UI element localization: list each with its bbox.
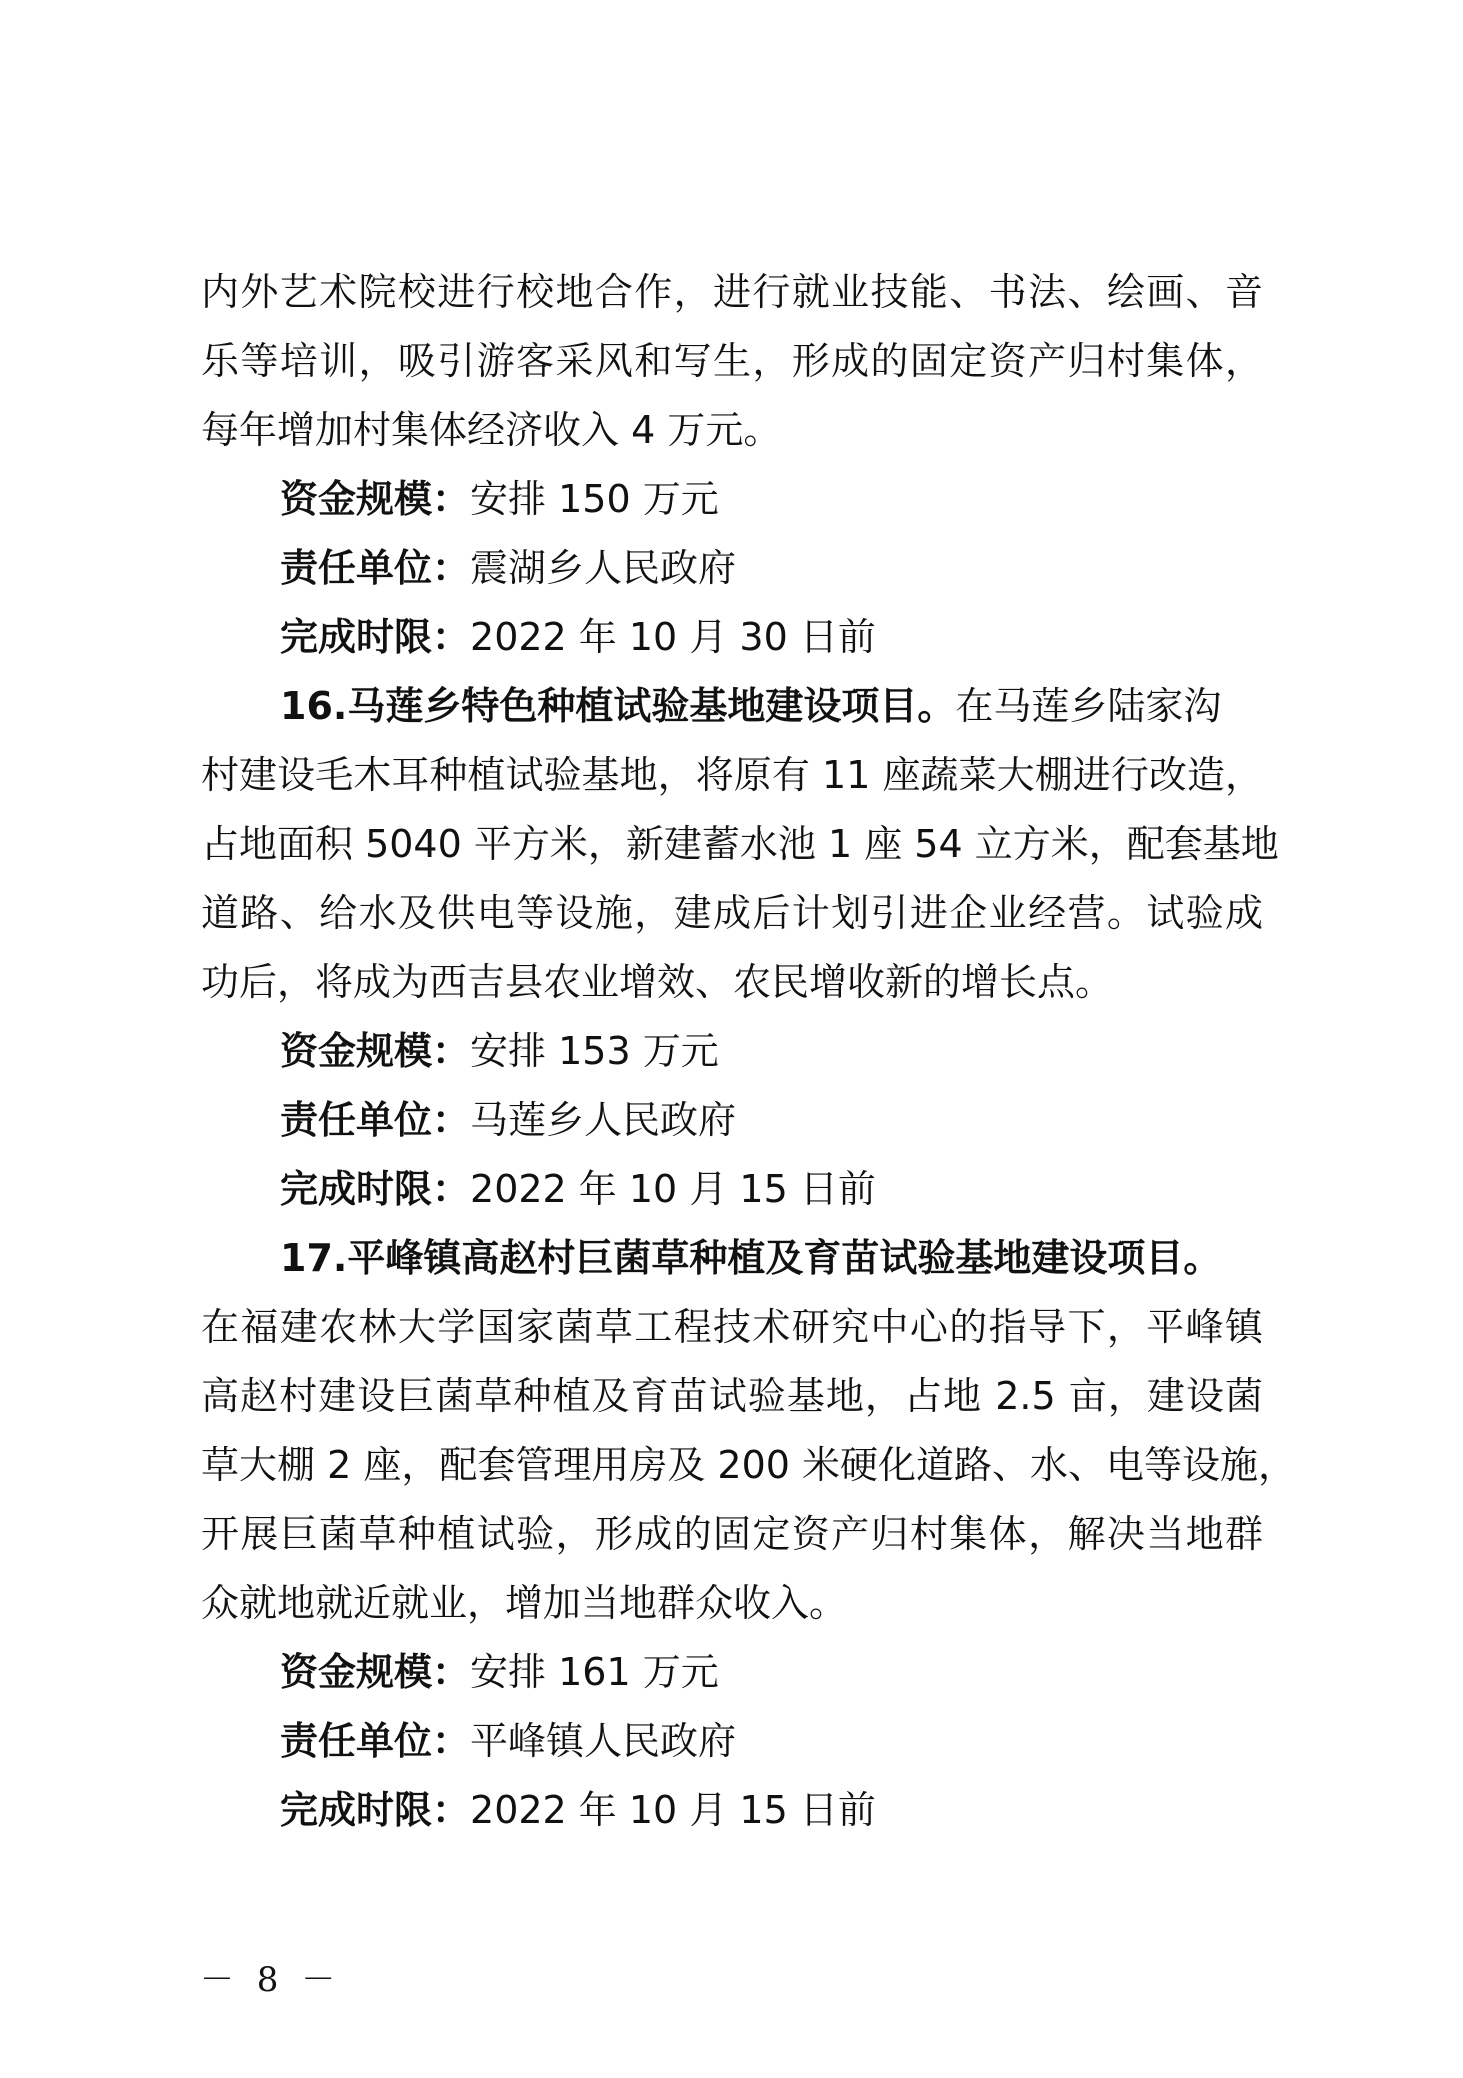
funding-row-15 [201, 465, 1263, 534]
intro-line-1: 内外艺术院校进行校地合作，进行就业技能、书法、绘画、音 [201, 270, 1263, 314]
intro-line-3: 每年增加村集体经济收入 4 万元。 [201, 408, 782, 452]
unit-value-17: 平峰镇人民政府 [470, 1719, 737, 1763]
deadline-row-15 [201, 603, 1263, 672]
document-body [201, 258, 1297, 1845]
project-16-line-2: 村建设毛木耳种植试验基地，将原有 11 座蔬菜大棚进行改造， [201, 753, 1263, 797]
project-17-line-5: 开展巨菌草种植试验，形成的固定资产归村集体，解决当地群 [201, 1512, 1263, 1556]
deadline-value-17: 2022 年 10 月 15 日前 [470, 1788, 876, 1832]
unit-label-16: 责任单位： [280, 1098, 471, 1142]
project-17-line-2: 在福建农林大学国家菌草工程技术研究中心的指导下，平峰镇 [201, 1305, 1263, 1349]
unit-value-15: 震湖乡人民政府 [470, 546, 737, 590]
deadline-label-15: 完成时限： [280, 615, 471, 659]
project-16-heading-line [201, 672, 1263, 741]
deadline-row-16 [201, 1155, 1263, 1224]
funding-label-17: 资金规模： [280, 1650, 471, 1694]
project-16-line-5: 功后，将成为西吉县农业增效、农民增收新的增长点。 [201, 960, 1114, 1004]
unit-value-16: 马莲乡人民政府 [470, 1098, 737, 1142]
funding-row-16 [201, 1017, 1263, 1086]
deadline-label-16: 完成时限： [280, 1167, 471, 1211]
project-17-heading-line [201, 1224, 1263, 1293]
project-17-line-4: 草大棚 2 座，配套管理用房及 200 米硬化道路、水、电等设施， [201, 1443, 1297, 1487]
unit-label-15: 责任单位： [280, 546, 471, 590]
deadline-value-16: 2022 年 10 月 15 日前 [470, 1167, 876, 1211]
project-16-line-4: 道路、给水及供电等设施，建成后计划引进企业经营。试验成 [201, 891, 1263, 935]
funding-value-17: 安排 161 万元 [470, 1650, 719, 1694]
funding-label-15: 资金规模： [280, 477, 471, 521]
project-16-title: 16.马莲乡特色种植试验基地建设项目。 [280, 684, 956, 728]
intro-line-2: 乐等培训，吸引游客采风和写生，形成的固定资产归村集体， [201, 339, 1263, 383]
funding-label-16: 资金规模： [280, 1029, 471, 1073]
unit-row-15 [201, 534, 1263, 603]
project-16-first-line-rest: 在马莲乡陆家沟 [955, 684, 1222, 728]
deadline-value-15: 2022 年 10 月 30 日前 [470, 615, 876, 659]
funding-value-16: 安排 153 万元 [470, 1029, 719, 1073]
deadline-row-17 [201, 1776, 1263, 1845]
unit-label-17: 责任单位： [280, 1719, 471, 1763]
deadline-label-17: 完成时限： [280, 1788, 471, 1832]
funding-value-15: 安排 150 万元 [470, 477, 719, 521]
project-17-title: 17.平峰镇高赵村巨菌草种植及育苗试验基地建设项目。 [280, 1236, 1222, 1280]
unit-row-16 [201, 1086, 1263, 1155]
funding-row-17 [201, 1638, 1263, 1707]
project-16-line-3: 占地面积 5040 平方米，新建蓄水池 1 座 54 立方米，配套基地 [201, 822, 1279, 866]
unit-row-17 [201, 1707, 1263, 1776]
project-17-line-6: 众就地就近就业，增加当地群众收入。 [201, 1581, 848, 1625]
page-number: － 8 － [200, 1960, 342, 2000]
project-17-line-3: 高赵村建设巨菌草种植及育苗试验基地，占地 2.5 亩，建设菌 [201, 1374, 1263, 1418]
